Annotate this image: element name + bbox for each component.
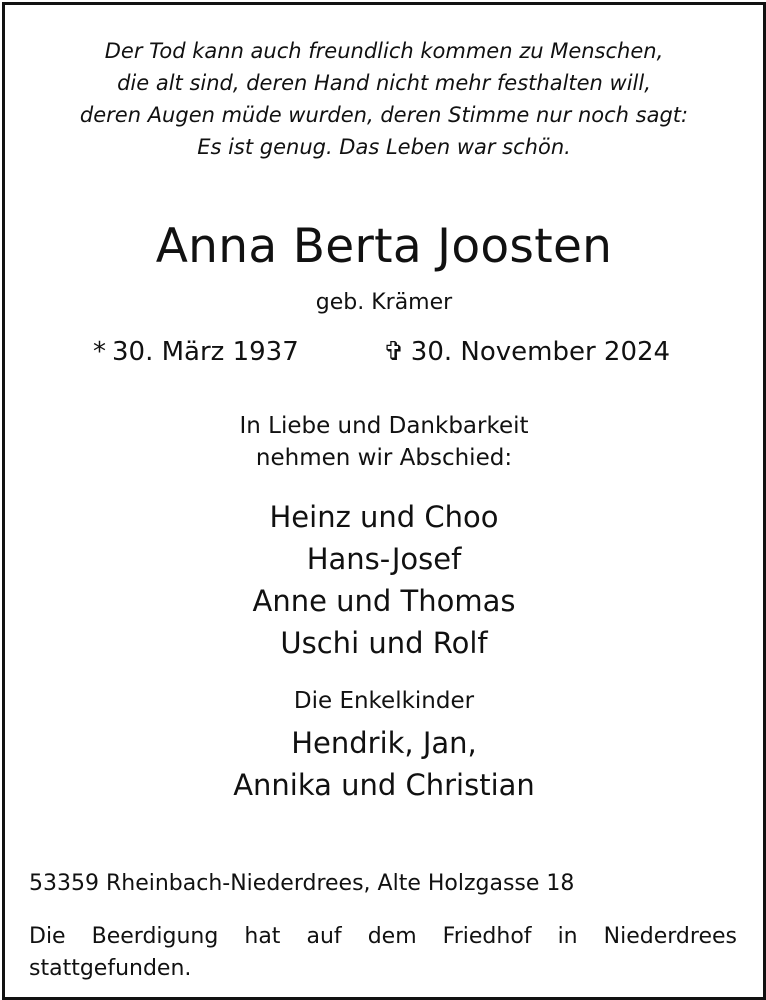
intro-line: In Liebe und Dankbarkeit <box>239 413 529 439</box>
funeral-line: Die Beerdigung hat auf dem Friedhof in Niederdrees <box>29 924 737 949</box>
birth-date-group <box>93 334 299 370</box>
death-date-group <box>383 334 670 370</box>
cross-icon: ✞ <box>383 337 405 367</box>
grandchildren-names <box>5 722 763 806</box>
poem <box>5 35 763 163</box>
poem-line: Der Tod kann auch freundlich kommen zu Menschen, <box>104 39 664 63</box>
birth-star-icon: * <box>93 337 106 367</box>
grandchildren-line: Hendrik, Jan, <box>291 726 477 760</box>
poem-line: deren Augen müde wurden, deren Stimme nur noch sagt: <box>79 103 689 127</box>
intro-line: nehmen wir Abschied: <box>255 445 513 471</box>
family-member: Heinz und Choo <box>269 500 499 534</box>
funeral-notice <box>29 921 737 985</box>
funeral-line: stattgefunden. <box>29 956 192 981</box>
poem-line: die alt sind, deren Hand nicht mehr festhalten will, <box>117 71 651 95</box>
grandchildren-label: Die Enkelkinder <box>293 688 475 714</box>
birth-date: 30. März 1937 <box>112 337 299 367</box>
death-date: 30. November 2024 <box>410 337 671 367</box>
poem-line: Es ist genug. Das Leben war schön. <box>197 135 571 159</box>
farewell-intro <box>5 410 763 474</box>
family-member: Uschi und Rolf <box>280 626 488 660</box>
maiden-name: geb. Krämer <box>315 290 453 315</box>
family-list <box>5 496 763 664</box>
obituary-frame <box>2 2 766 1000</box>
deceased-name: Anna Berta Joosten <box>155 219 613 274</box>
grandchildren-line: Annika und Christian <box>233 768 535 802</box>
family-member: Hans-Josef <box>306 542 462 576</box>
address: 53359 Rheinbach-Niederdrees, Alte Holzgasse 18 <box>29 871 575 896</box>
family-member: Anne und Thomas <box>252 584 516 618</box>
